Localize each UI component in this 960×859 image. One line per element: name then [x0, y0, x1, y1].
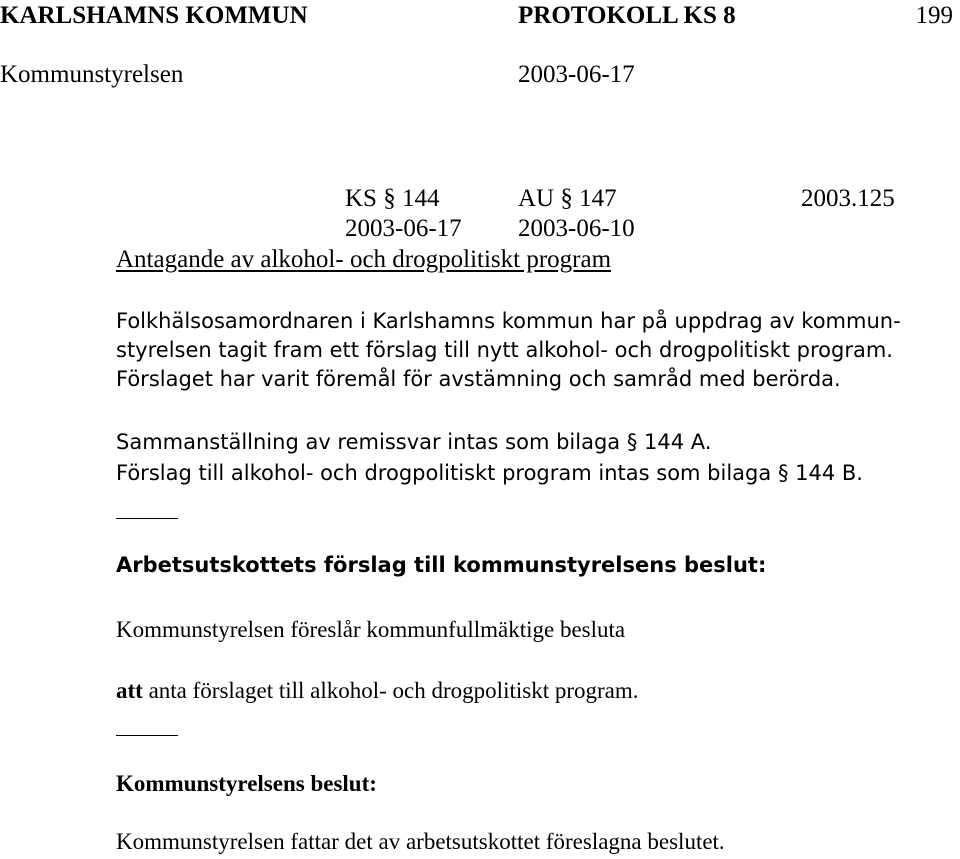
att-text: anta förslaget till alkohol- och drogpolitiskt program. [148, 678, 639, 703]
attachment-text-b: Förslag till alkohol- och drogpolitiskt program intas som bilaga [116, 461, 772, 485]
attachment-line-b [116, 463, 863, 484]
divider-line [116, 735, 178, 736]
case-number: 2003.125 [801, 185, 895, 212]
au-proposal-heading: Arbetsutskottets förslag till kommunstyrelsens beslut: [116, 553, 767, 577]
section-sign: § [383, 185, 396, 212]
au-reference [518, 186, 617, 211]
attachment-line-a [116, 432, 711, 453]
protocol-label: PROTOKOLL KS 8 [518, 2, 736, 29]
meeting-date: 2003-06-17 [518, 61, 635, 88]
att-word: att [116, 678, 143, 703]
attachment-ref-a: 144 A. [644, 430, 712, 454]
attachment-text-a: Sammanställning av remissvar intas som bilaga [116, 430, 621, 454]
au-proposal-text: Kommunstyrelsen föreslår kommunfullmäktige besluta [116, 617, 626, 642]
page-number: 199 [915, 2, 953, 29]
document-title: Antagande av alkohol- och drogpolitiskt program [116, 246, 612, 273]
au-date: 2003-06-10 [518, 215, 635, 242]
ks-decision-heading: Kommunstyrelsens beslut: [116, 771, 377, 796]
ks-reference [345, 186, 439, 211]
ks-number: 144 [401, 185, 440, 212]
intro-line-1: Folkhälsosamordnaren i Karlshamns kommun har på uppdrag av kommun- [116, 309, 901, 333]
intro-line-2: styrelsen tagit fram ett förslag till nytt alkohol- och drogpolitiskt program. [116, 338, 893, 362]
section-sign: § [560, 185, 573, 212]
att-clause [116, 679, 639, 702]
ks-decision-text: Kommunstyrelsen fattar det av arbetsutskottet föreslagna beslutet. [116, 829, 725, 854]
ks-label: KS [345, 185, 377, 212]
section-sign: § [626, 430, 638, 454]
attachment-ref-b: 144 B. [795, 461, 863, 485]
municipality-name: KARLSHAMNS KOMMUN [0, 2, 308, 29]
au-label: AU [518, 185, 555, 212]
divider-line [116, 518, 178, 519]
au-number: 147 [579, 185, 617, 212]
ks-date: 2003-06-17 [345, 215, 462, 242]
body-name: Kommunstyrelsen [0, 61, 184, 88]
section-sign: § [777, 461, 789, 485]
intro-line-3: Förslaget har varit föremål för avstämning och samråd med berörda. [116, 367, 841, 391]
